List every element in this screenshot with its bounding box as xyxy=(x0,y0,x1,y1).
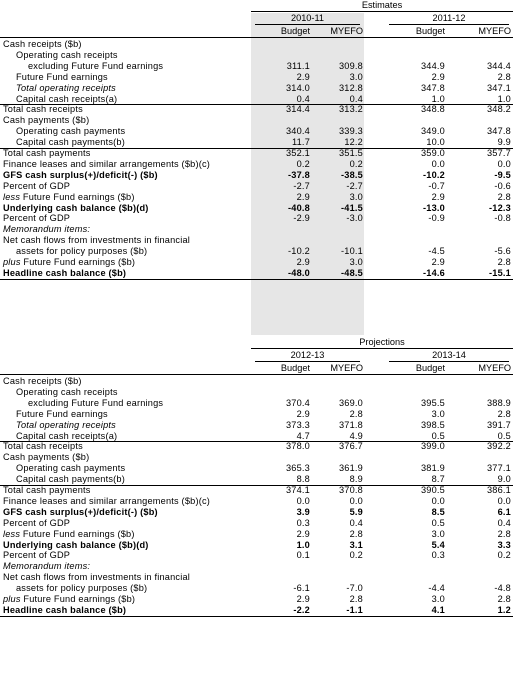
table-row xyxy=(0,83,513,94)
value-cell: -10.2 xyxy=(423,169,445,180)
value-cell: 348.2 xyxy=(487,104,511,115)
section-bottom-rule xyxy=(0,616,513,617)
table-row xyxy=(0,268,513,279)
row-label xyxy=(3,257,135,268)
value-cell: -10.1 xyxy=(341,246,363,257)
value-cell: 386.1 xyxy=(487,485,511,495)
value-cell: 0.2 xyxy=(497,550,511,561)
value-cell: 398.5 xyxy=(421,419,445,430)
row-label: Memorandum items: xyxy=(3,561,91,572)
row-label: Total cash receipts xyxy=(3,104,83,115)
row-label: Percent of GDP xyxy=(3,213,71,224)
value-cell: 2.8 xyxy=(497,408,511,419)
table-row xyxy=(0,529,513,540)
value-cell: 1.0 xyxy=(296,539,310,550)
value-cell: -1.1 xyxy=(346,604,363,615)
year-header: 2012-13 xyxy=(290,350,325,360)
value-cell: 2.8 xyxy=(497,528,511,539)
value-cell: -13.0 xyxy=(423,202,445,213)
table-row xyxy=(0,137,513,148)
table-row xyxy=(0,39,513,50)
total-rule xyxy=(0,104,513,105)
value-cell: 1.2 xyxy=(497,604,511,615)
row-label: Percent of GDP xyxy=(3,517,71,528)
row-label: Percent of GDP xyxy=(3,550,71,561)
row-label: Finance leases and similar arrangements ($b)(c) xyxy=(3,495,211,506)
table-row xyxy=(0,181,513,192)
row-label: Future Fund earnings xyxy=(16,71,108,82)
row-label: Total operating receipts xyxy=(16,419,116,430)
group-rule xyxy=(251,11,513,12)
value-cell: -4.5 xyxy=(428,246,445,257)
column-subhead-myefo: MYEFO xyxy=(478,26,511,36)
table-row xyxy=(0,431,513,442)
value-cell: 3.3 xyxy=(497,539,511,550)
value-cell: 2.8 xyxy=(497,594,511,604)
value-cell: 5.9 xyxy=(349,506,363,517)
table-row xyxy=(0,572,513,583)
table-row xyxy=(0,452,513,463)
row-label-rest: Future Fund earnings ($b) xyxy=(20,257,136,267)
value-cell: -7.0 xyxy=(346,583,363,594)
row-label: GFS cash surplus(+)/deficit(-) ($b) xyxy=(3,169,158,180)
column-subhead-budget: Budget xyxy=(280,363,310,373)
value-cell: 2.8 xyxy=(349,594,363,604)
value-cell: -2.9 xyxy=(293,213,310,224)
row-label-lead: plus xyxy=(3,257,21,267)
value-cell: 339.3 xyxy=(339,126,363,137)
row-label: Finance leases and similar arrangements ($b)(c) xyxy=(3,158,211,169)
value-cell: 391.7 xyxy=(487,419,511,430)
value-cell: 0.2 xyxy=(296,158,310,169)
year-rule xyxy=(389,24,509,25)
value-cell: -15.1 xyxy=(489,267,511,278)
column-subhead-budget: Budget xyxy=(415,363,445,373)
value-cell: 377.1 xyxy=(487,463,511,474)
value-cell: 351.5 xyxy=(339,148,363,158)
table-row xyxy=(0,203,513,214)
value-cell: 0.0 xyxy=(497,158,511,169)
value-cell: 370.4 xyxy=(286,397,310,408)
value-cell: 348.8 xyxy=(421,104,445,115)
value-cell: -12.3 xyxy=(489,202,511,213)
value-cell: -4.4 xyxy=(428,583,445,594)
value-cell: 314.0 xyxy=(286,82,310,93)
table-row xyxy=(0,235,513,246)
total-rule xyxy=(0,441,513,442)
value-cell: 392.2 xyxy=(487,441,511,452)
table-row xyxy=(0,550,513,561)
table-row xyxy=(0,376,513,387)
projections-section xyxy=(0,337,513,673)
row-label: Cash receipts ($b) xyxy=(3,39,82,49)
row-label: Operating cash payments xyxy=(16,126,126,137)
value-cell: 9.9 xyxy=(497,137,511,148)
value-cell: -0.7 xyxy=(428,180,445,191)
row-label: Memorandum items: xyxy=(3,224,91,235)
value-cell: 3.0 xyxy=(349,257,363,267)
value-cell: 8.7 xyxy=(431,474,445,485)
value-cell: 0.3 xyxy=(296,517,310,528)
row-label: Capital cash receipts(a) xyxy=(16,93,118,104)
row-label: Operating cash receipts xyxy=(16,49,118,60)
table-row xyxy=(0,605,513,616)
column-subhead-myefo: MYEFO xyxy=(330,363,363,373)
column-subhead-myefo: MYEFO xyxy=(330,26,363,36)
value-cell: 0.3 xyxy=(431,550,445,561)
row-label: Future Fund earnings xyxy=(16,408,108,419)
row-label: Percent of GDP xyxy=(3,180,71,191)
value-cell: 352.1 xyxy=(286,148,310,158)
value-cell: 374.1 xyxy=(286,485,310,495)
value-cell: -14.6 xyxy=(423,267,445,278)
value-cell: 0.5 xyxy=(497,430,511,441)
value-cell: 2.8 xyxy=(349,528,363,539)
column-subhead-budget: Budget xyxy=(280,26,310,36)
table-row xyxy=(0,72,513,83)
value-cell: -2.2 xyxy=(293,604,310,615)
year-rule xyxy=(255,24,360,25)
table-row xyxy=(0,126,513,137)
row-label: GFS cash surplus(+)/deficit(-) ($b) xyxy=(3,506,158,517)
value-cell: -40.8 xyxy=(288,202,310,213)
table-row xyxy=(0,170,513,181)
value-cell: 399.0 xyxy=(421,441,445,452)
row-label: Headline cash balance ($b) xyxy=(3,267,127,278)
row-label: Net cash flows from investments in financial xyxy=(3,235,191,246)
value-cell: 2.9 xyxy=(296,191,310,202)
value-cell: 2.8 xyxy=(497,71,511,82)
value-cell: 347.8 xyxy=(421,82,445,93)
value-cell: 3.0 xyxy=(431,594,445,604)
value-cell: -48.5 xyxy=(341,267,363,278)
value-cell: -41.5 xyxy=(341,202,363,213)
value-cell: 2.9 xyxy=(296,257,310,267)
value-cell: 2.9 xyxy=(296,408,310,419)
table-row xyxy=(0,409,513,420)
value-cell: 0.4 xyxy=(296,93,310,104)
header-rule xyxy=(0,37,513,38)
projections-group-label: Projections xyxy=(359,337,405,347)
value-cell: 2.8 xyxy=(497,257,511,267)
row-label xyxy=(3,594,135,605)
value-cell: 0.0 xyxy=(349,495,363,506)
value-cell: -48.0 xyxy=(288,267,310,278)
value-cell: 361.9 xyxy=(339,463,363,474)
value-cell: -9.5 xyxy=(494,169,511,180)
value-cell: 2.9 xyxy=(431,71,445,82)
value-cell: 388.9 xyxy=(487,397,511,408)
value-cell: 2.9 xyxy=(296,71,310,82)
value-cell: -10.2 xyxy=(288,246,310,257)
value-cell: 1.0 xyxy=(431,93,445,104)
table-row xyxy=(0,518,513,529)
table-row xyxy=(0,246,513,257)
value-cell: 12.2 xyxy=(344,137,363,148)
value-cell: 395.5 xyxy=(421,397,445,408)
table-row xyxy=(0,159,513,170)
value-cell: 373.3 xyxy=(286,419,310,430)
table-row xyxy=(0,387,513,398)
value-cell: -6.1 xyxy=(293,583,310,594)
value-cell: 2.9 xyxy=(431,191,445,202)
value-cell: 3.1 xyxy=(349,539,363,550)
value-cell: 2.8 xyxy=(349,408,363,419)
value-cell: 347.8 xyxy=(487,126,511,137)
value-cell: 349.0 xyxy=(421,126,445,137)
value-cell: 3.0 xyxy=(431,408,445,419)
table-row xyxy=(0,213,513,224)
row-label-lead: less xyxy=(3,191,21,202)
value-cell: -0.9 xyxy=(428,213,445,224)
value-cell: 2.8 xyxy=(497,191,511,202)
total-rule xyxy=(0,485,513,486)
row-label: Underlying cash balance ($b)(d) xyxy=(3,202,149,213)
value-cell: -2.7 xyxy=(293,180,310,191)
value-cell: -5.6 xyxy=(494,246,511,257)
value-cell: 8.9 xyxy=(349,474,363,485)
header-rule xyxy=(0,374,513,375)
table-row xyxy=(0,104,513,115)
value-cell: 8.5 xyxy=(431,506,445,517)
value-cell: -4.8 xyxy=(494,583,511,594)
table-row xyxy=(0,540,513,551)
value-cell: 8.8 xyxy=(296,474,310,485)
value-cell: 370.8 xyxy=(339,485,363,495)
value-cell: -38.5 xyxy=(341,169,363,180)
value-cell: 0.0 xyxy=(296,495,310,506)
row-label xyxy=(3,529,135,540)
value-cell: 0.5 xyxy=(431,430,445,441)
group-rule xyxy=(251,348,513,349)
row-label: Total cash payments xyxy=(3,485,91,495)
value-cell: 0.2 xyxy=(349,550,363,561)
row-label: Operating cash receipts xyxy=(16,386,118,397)
value-cell: -0.6 xyxy=(494,180,511,191)
value-cell: 312.8 xyxy=(339,82,363,93)
value-cell: 0.4 xyxy=(349,517,363,528)
row-label: Capital cash receipts(a) xyxy=(16,430,118,441)
year-rule xyxy=(255,361,360,362)
table-row xyxy=(0,441,513,452)
row-label: Cash receipts ($b) xyxy=(3,376,82,386)
estimates-group-label: Estimates xyxy=(361,0,403,10)
value-cell: 11.7 xyxy=(292,137,310,148)
value-cell: 340.4 xyxy=(286,126,310,137)
value-cell: 3.0 xyxy=(431,528,445,539)
value-cell: 0.0 xyxy=(431,495,445,506)
value-cell: 0.0 xyxy=(497,495,511,506)
column-subhead-budget: Budget xyxy=(415,26,445,36)
row-label: Capital cash payments(b) xyxy=(16,137,125,148)
table-row xyxy=(0,115,513,126)
row-label: excluding Future Fund earnings xyxy=(28,60,164,71)
table-row xyxy=(0,463,513,474)
table-row xyxy=(0,594,513,605)
value-cell: 359.0 xyxy=(421,148,445,158)
value-cell: 347.1 xyxy=(487,82,511,93)
row-label: excluding Future Fund earnings xyxy=(28,397,164,408)
value-cell: 10.0 xyxy=(426,137,445,148)
row-label-lead: less xyxy=(3,528,21,539)
table-row xyxy=(0,50,513,61)
value-cell: 314.4 xyxy=(286,104,310,115)
value-cell: 344.4 xyxy=(487,60,511,71)
value-cell: 5.4 xyxy=(431,539,445,550)
row-label-lead: plus xyxy=(3,594,21,604)
row-label: Capital cash payments(b) xyxy=(16,474,125,485)
row-label: Total operating receipts xyxy=(16,82,116,93)
value-cell: 309.8 xyxy=(339,60,363,71)
row-label: Operating cash payments xyxy=(16,463,126,474)
estimates-section xyxy=(0,0,513,336)
row-label: Cash payments ($b) xyxy=(3,115,90,126)
table-row xyxy=(0,192,513,203)
value-cell: 4.1 xyxy=(431,604,445,615)
value-cell: 4.7 xyxy=(296,430,310,441)
value-cell: 378.0 xyxy=(286,441,310,452)
row-label: assets for policy purposes ($b) xyxy=(16,583,148,594)
row-label: Underlying cash balance ($b)(d) xyxy=(3,539,149,550)
value-cell: 357.7 xyxy=(487,148,511,158)
value-cell: 3.0 xyxy=(349,71,363,82)
row-label: assets for policy purposes ($b) xyxy=(16,246,148,257)
year-rule xyxy=(389,361,509,362)
table-row xyxy=(0,148,513,159)
table-row xyxy=(0,420,513,431)
value-cell: 381.9 xyxy=(421,463,445,474)
value-cell: -2.7 xyxy=(346,180,363,191)
row-label: Total cash payments xyxy=(3,148,91,158)
row-label: Net cash flows from investments in financial xyxy=(3,572,191,583)
row-label: Total cash receipts xyxy=(3,441,83,452)
table-row xyxy=(0,61,513,72)
table-row xyxy=(0,496,513,507)
table-row xyxy=(0,257,513,268)
row-label: Headline cash balance ($b) xyxy=(3,604,127,615)
table-row xyxy=(0,94,513,105)
value-cell: 313.2 xyxy=(339,104,363,115)
value-cell: 4.9 xyxy=(349,430,363,441)
value-cell: 0.2 xyxy=(349,158,363,169)
value-cell: 390.5 xyxy=(421,485,445,495)
value-cell: 371.8 xyxy=(339,419,363,430)
total-rule xyxy=(0,148,513,149)
value-cell: 3.0 xyxy=(349,191,363,202)
row-label xyxy=(3,192,135,203)
column-subhead-myefo: MYEFO xyxy=(478,363,511,373)
value-cell: 2.9 xyxy=(296,528,310,539)
value-cell: 2.9 xyxy=(296,594,310,604)
value-cell: 0.1 xyxy=(296,550,310,561)
row-label: Cash payments ($b) xyxy=(3,452,90,463)
value-cell: 376.7 xyxy=(339,441,363,452)
table-row xyxy=(0,398,513,409)
value-cell: 0.4 xyxy=(497,517,511,528)
value-cell: 2.9 xyxy=(431,257,445,267)
table-row xyxy=(0,224,513,235)
table-row xyxy=(0,507,513,518)
value-cell: 0.4 xyxy=(349,93,363,104)
year-header: 2010-11 xyxy=(290,13,325,23)
value-cell: -0.8 xyxy=(494,213,511,224)
value-cell: 9.0 xyxy=(497,474,511,485)
year-header: 2011-12 xyxy=(432,13,466,23)
row-label-rest: Future Fund earnings ($b) xyxy=(20,594,136,604)
year-header: 2013-14 xyxy=(432,350,466,360)
value-cell: 311.1 xyxy=(286,60,310,71)
section-bottom-rule xyxy=(0,279,513,280)
table-row xyxy=(0,474,513,485)
table-row xyxy=(0,583,513,594)
row-label-rest: Future Fund earnings ($b) xyxy=(20,191,135,202)
value-cell: 344.9 xyxy=(421,60,445,71)
value-cell: 1.0 xyxy=(497,93,511,104)
value-cell: 365.3 xyxy=(286,463,310,474)
table-row xyxy=(0,485,513,496)
value-cell: -37.8 xyxy=(288,169,310,180)
value-cell: -3.0 xyxy=(346,213,363,224)
value-cell: 369.0 xyxy=(339,397,363,408)
value-cell: 0.0 xyxy=(431,158,445,169)
value-cell: 6.1 xyxy=(497,506,511,517)
table-row xyxy=(0,561,513,572)
row-label-rest: Future Fund earnings ($b) xyxy=(20,528,135,539)
value-cell: 3.9 xyxy=(296,506,310,517)
value-cell: 0.5 xyxy=(431,517,445,528)
